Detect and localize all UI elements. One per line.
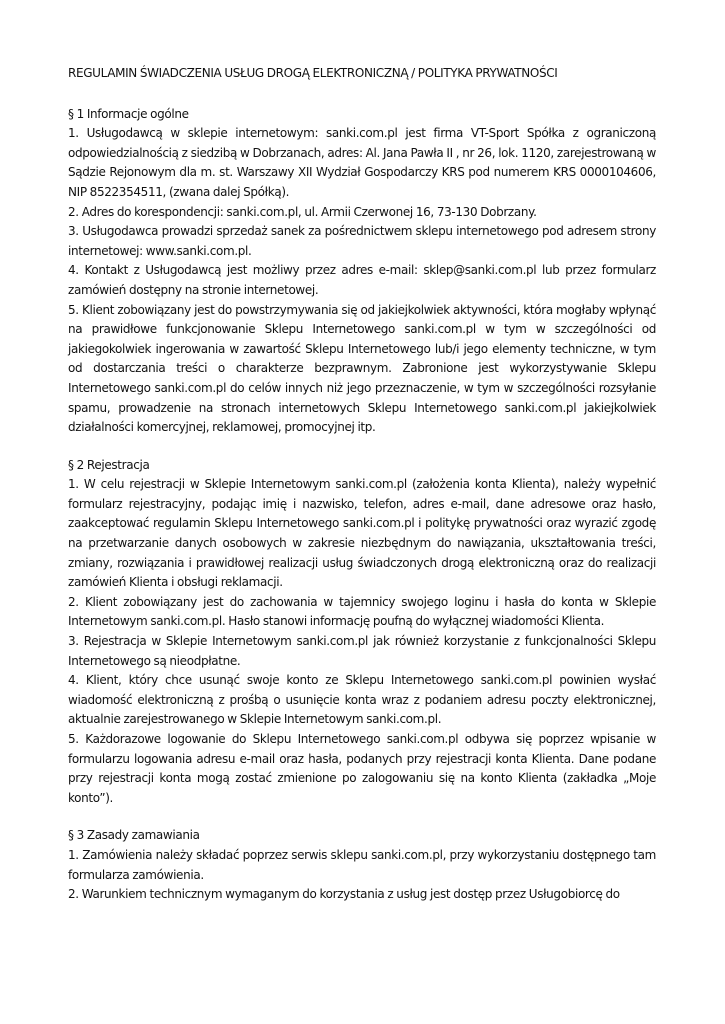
paragraph: 5. Klient zobowiązany jest do powstrzymywania się od jakiejkolwiek aktywności, która mogłaby wpłynąć na prawidłowe funkcjonowanie Sklepu Internetowego sanki.com.pl w tym w szczególności od jakiegokolwiek ingerowania w zawartość Sklepu Internetowego lub/i jego elementy techniczne, w tym od dostarczania treści o charakterze bezprawnym. Zabronione jest wykorzystywanie Sklepu Internetowego sanki.com.pl do celów innych niż jego przeznaczenie, w tym w szczególności rozsyłanie spamu, prowadzenie na stronach internetowych Sklepu Internetowego sanki.com.pl jakiejkolwiek działalności komercyjnej, reklamowej, promocyjnej itp. bbox=[68, 302, 656, 435]
section-registration bbox=[68, 456, 656, 809]
paragraph: 2. Klient zobowiązany jest do zachowania w tajemnicy swojego loginu i hasła do konta w Sklepie Internetowym sanki.com.pl. Hasło stanowi informację poufną do wyłącznej wiadomości Klienta. bbox=[68, 594, 656, 629]
document-page bbox=[68, 64, 656, 905]
paragraph: 3. Usługodawca prowadzi sprzedaż sanek za pośrednictwem sklepu internetowego pod adresem strony internetowej: www.sanki.com.pl. bbox=[68, 224, 656, 258]
paragraph: 5. Każdorazowe logowanie do Sklepu Internetowego sanki.com.pl odbywa się poprzez wpisanie w formularzu logowania adresu e-mail oraz hasła, podanych przy rejestracji konta Klienta. Dane podane przy rejestracji konta mogą zostać zmienione po zalogowaniu się na konto Klienta (zakładka „Moje konto”). bbox=[68, 732, 656, 805]
paragraph: 3. Rejestracja w Sklepie Internetowym sanki.com.pl jak również korzystanie z funkcjonalności Sklepu Internetowego są nieodpłatne. bbox=[68, 634, 656, 668]
section-heading: § 2 Rejestracja bbox=[68, 457, 150, 472]
paragraph: 4. Klient, który chce usunąć swoje konto ze Sklepu Internetowego sanki.com.pl powinien wysłać wiadomość elektroniczną z prośbą o usunięcie konta wraz z podaniem adresu poczty elektronicznej, aktualnie zarejestrowanego w Sklepie Internetowym sanki.com.pl. bbox=[68, 673, 656, 727]
spacer bbox=[68, 438, 656, 456]
paragraph: 4. Kontakt z Usługodawcą jest możliwy przez adres e-mail: sklep@sanki.com.pl lub przez formularz zamówień dostępny na stronie internetowej. bbox=[68, 263, 656, 297]
spacer bbox=[68, 808, 656, 826]
paragraph: 2. Adres do korespondencji: sanki.com.pl, ul. Armii Czerwonej 16, 73-130 Dobrzany. bbox=[68, 204, 537, 219]
section-heading: § 1 Informacje ogólne bbox=[68, 106, 189, 121]
paragraph: 1. Zamówienia należy składać poprzez serwis sklepu sanki.com.pl, przy wykorzystaniu dostępnego tam formularza zamówienia. bbox=[68, 847, 656, 882]
section-general-information bbox=[68, 105, 656, 438]
document-title: REGULAMIN ŚWIADCZENIA USŁUG DROGĄ ELEKTRONICZNĄ / POLITYKA PRYWATNOŚCI bbox=[68, 66, 558, 80]
section-heading: § 3 Zasady zamawiania bbox=[68, 828, 200, 843]
paragraph: 1. W celu rejestracji w Sklepie Internetowym sanki.com.pl (założenia konta Klienta), należy wypełnić formularz rejestracyjny, podając imię i nazwisko, telefon, adres e-mail, dane adresowe oraz hasło, zaakceptować regulamin Sklepu Internetowego sanki.com.pl i politykę prywatności oraz wyrazić zgodę na przetwarzanie danych osobowych w zakresie niezbędnym do nawiązania, ukształtowania treści, zmiany, rozwiązania i prawidłowej realizacji usług świadczonych drogą elektroniczną oraz do realizacji zamówień Klienta i obsługi reklamacji. bbox=[68, 477, 656, 590]
paragraph: 1. Usługodawcą w sklepie internetowym: sanki.com.pl jest firma VT-Sport Spółka z ograniczoną odpowiedzialnością z siedzibą w Dobrzanach, adres: Al. Jana Pawła II , nr 26, lok. 1120, zarejestrowaną w Sądzie Rejonowym dla m. st. Warszawy XII Wydział Gospodarczy KRS pod numerem KRS 0000104606, NIP 8522354511, (zwana dalej Spółką). bbox=[68, 126, 656, 199]
paragraph: 2. Warunkiem technicznym wymaganym do korzystania z usług jest dostęp przez Usługobiorcę do bbox=[68, 887, 620, 902]
spacer bbox=[68, 84, 656, 105]
section-ordering-rules bbox=[68, 826, 656, 904]
